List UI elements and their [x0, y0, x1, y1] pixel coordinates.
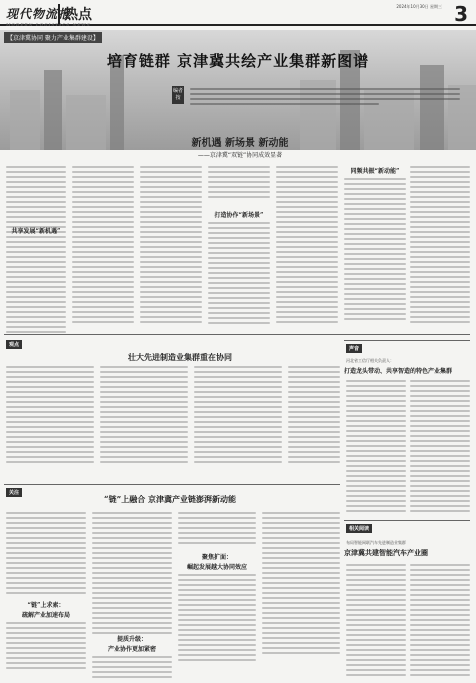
hero-kicker: 【京津冀协同 聚力产业集群建设】: [4, 32, 102, 43]
section-divider: [4, 334, 470, 335]
voice-kicker: 河北省工信厅相关负责人：: [346, 358, 394, 363]
subhead-right: 同频共振“新动能”: [350, 168, 400, 175]
link-col-1: [346, 564, 406, 676]
focus-rule: [4, 484, 340, 485]
link-kicker: 布局智能网联汽车先进制造业集群: [346, 540, 406, 545]
body-col-3: [140, 166, 202, 323]
viewpoint-col-3: [194, 366, 282, 463]
focus-sub1-sub: 疏解产业加速布局: [21, 612, 70, 619]
body-col-4a: [208, 166, 270, 198]
voice-col-1: [346, 380, 406, 512]
viewpoint-title: 壮大先进制造业集群重在协同: [128, 352, 232, 362]
focus-sub1-title: “链”上求索：: [27, 602, 65, 609]
link-rule: [344, 520, 470, 521]
focus-col-3: [178, 512, 256, 544]
focus-title: “链”上融合 京津冀产业链澎湃新动能: [104, 494, 236, 504]
focus-sub2-title: 聚焦扩面：: [201, 554, 232, 561]
focus-sub2-sub: 崛起发展越大协同效应: [186, 564, 247, 571]
paper-sub: MODERN LOGISTICS NEWS: [6, 22, 91, 27]
viewpoint-tag: 观点: [6, 340, 22, 349]
feature-subtitle: ——京津冀“双链”协同成效显著: [197, 152, 283, 159]
body-col-2: [72, 166, 134, 323]
subhead-center: 打造协作“新场景”: [214, 212, 264, 219]
viewpoint-col-4: [288, 366, 340, 463]
section-name: 热点: [58, 4, 92, 24]
editor-note: 编者按: [172, 86, 184, 104]
dateline: 2024年10月30日 星期三: [396, 4, 442, 9]
focus-col-3b: [178, 574, 256, 661]
page-number: 3: [454, 2, 468, 26]
body-col-1: [6, 166, 66, 233]
main-headline: 培育链群 京津冀共绘产业集群新图谱: [106, 52, 370, 70]
link-title: 京津冀共建智能汽车产业圈: [344, 548, 428, 557]
focus-col-1: [6, 512, 86, 594]
voice-col-2: [410, 380, 470, 512]
paper-name: 现代物流报: [6, 7, 72, 21]
feature-title: 新机遇 新场景 新动能: [191, 138, 289, 149]
editor-note-text: [190, 88, 460, 105]
focus-sub3-title: 提质升级：: [116, 636, 147, 643]
body-col-1b: [6, 236, 66, 333]
focus-col-1b: [6, 622, 86, 669]
body-col-5: [276, 166, 338, 323]
viewpoint-col-1: [6, 366, 94, 463]
focus-col-2b: [92, 656, 172, 678]
voice-tag: 声音: [346, 344, 362, 353]
voice-title: 打造龙头带动、共享智造的特色产业集群: [344, 368, 453, 375]
body-col-7: [410, 166, 470, 323]
body-col-6: [344, 178, 406, 320]
body-col-4b: [208, 222, 270, 324]
viewpoint-col-2: [100, 366, 188, 463]
link-col-2: [410, 564, 470, 676]
focus-sub3-sub: 产业协作更加紧密: [107, 646, 156, 653]
focus-tag: 关注: [6, 488, 22, 497]
link-tag: 相关阅读: [346, 524, 372, 533]
subhead-left: 共享发展“新机遇”: [11, 228, 61, 235]
focus-col-4: [262, 512, 340, 654]
voice-rule: [344, 340, 470, 341]
focus-col-2: [92, 512, 172, 634]
